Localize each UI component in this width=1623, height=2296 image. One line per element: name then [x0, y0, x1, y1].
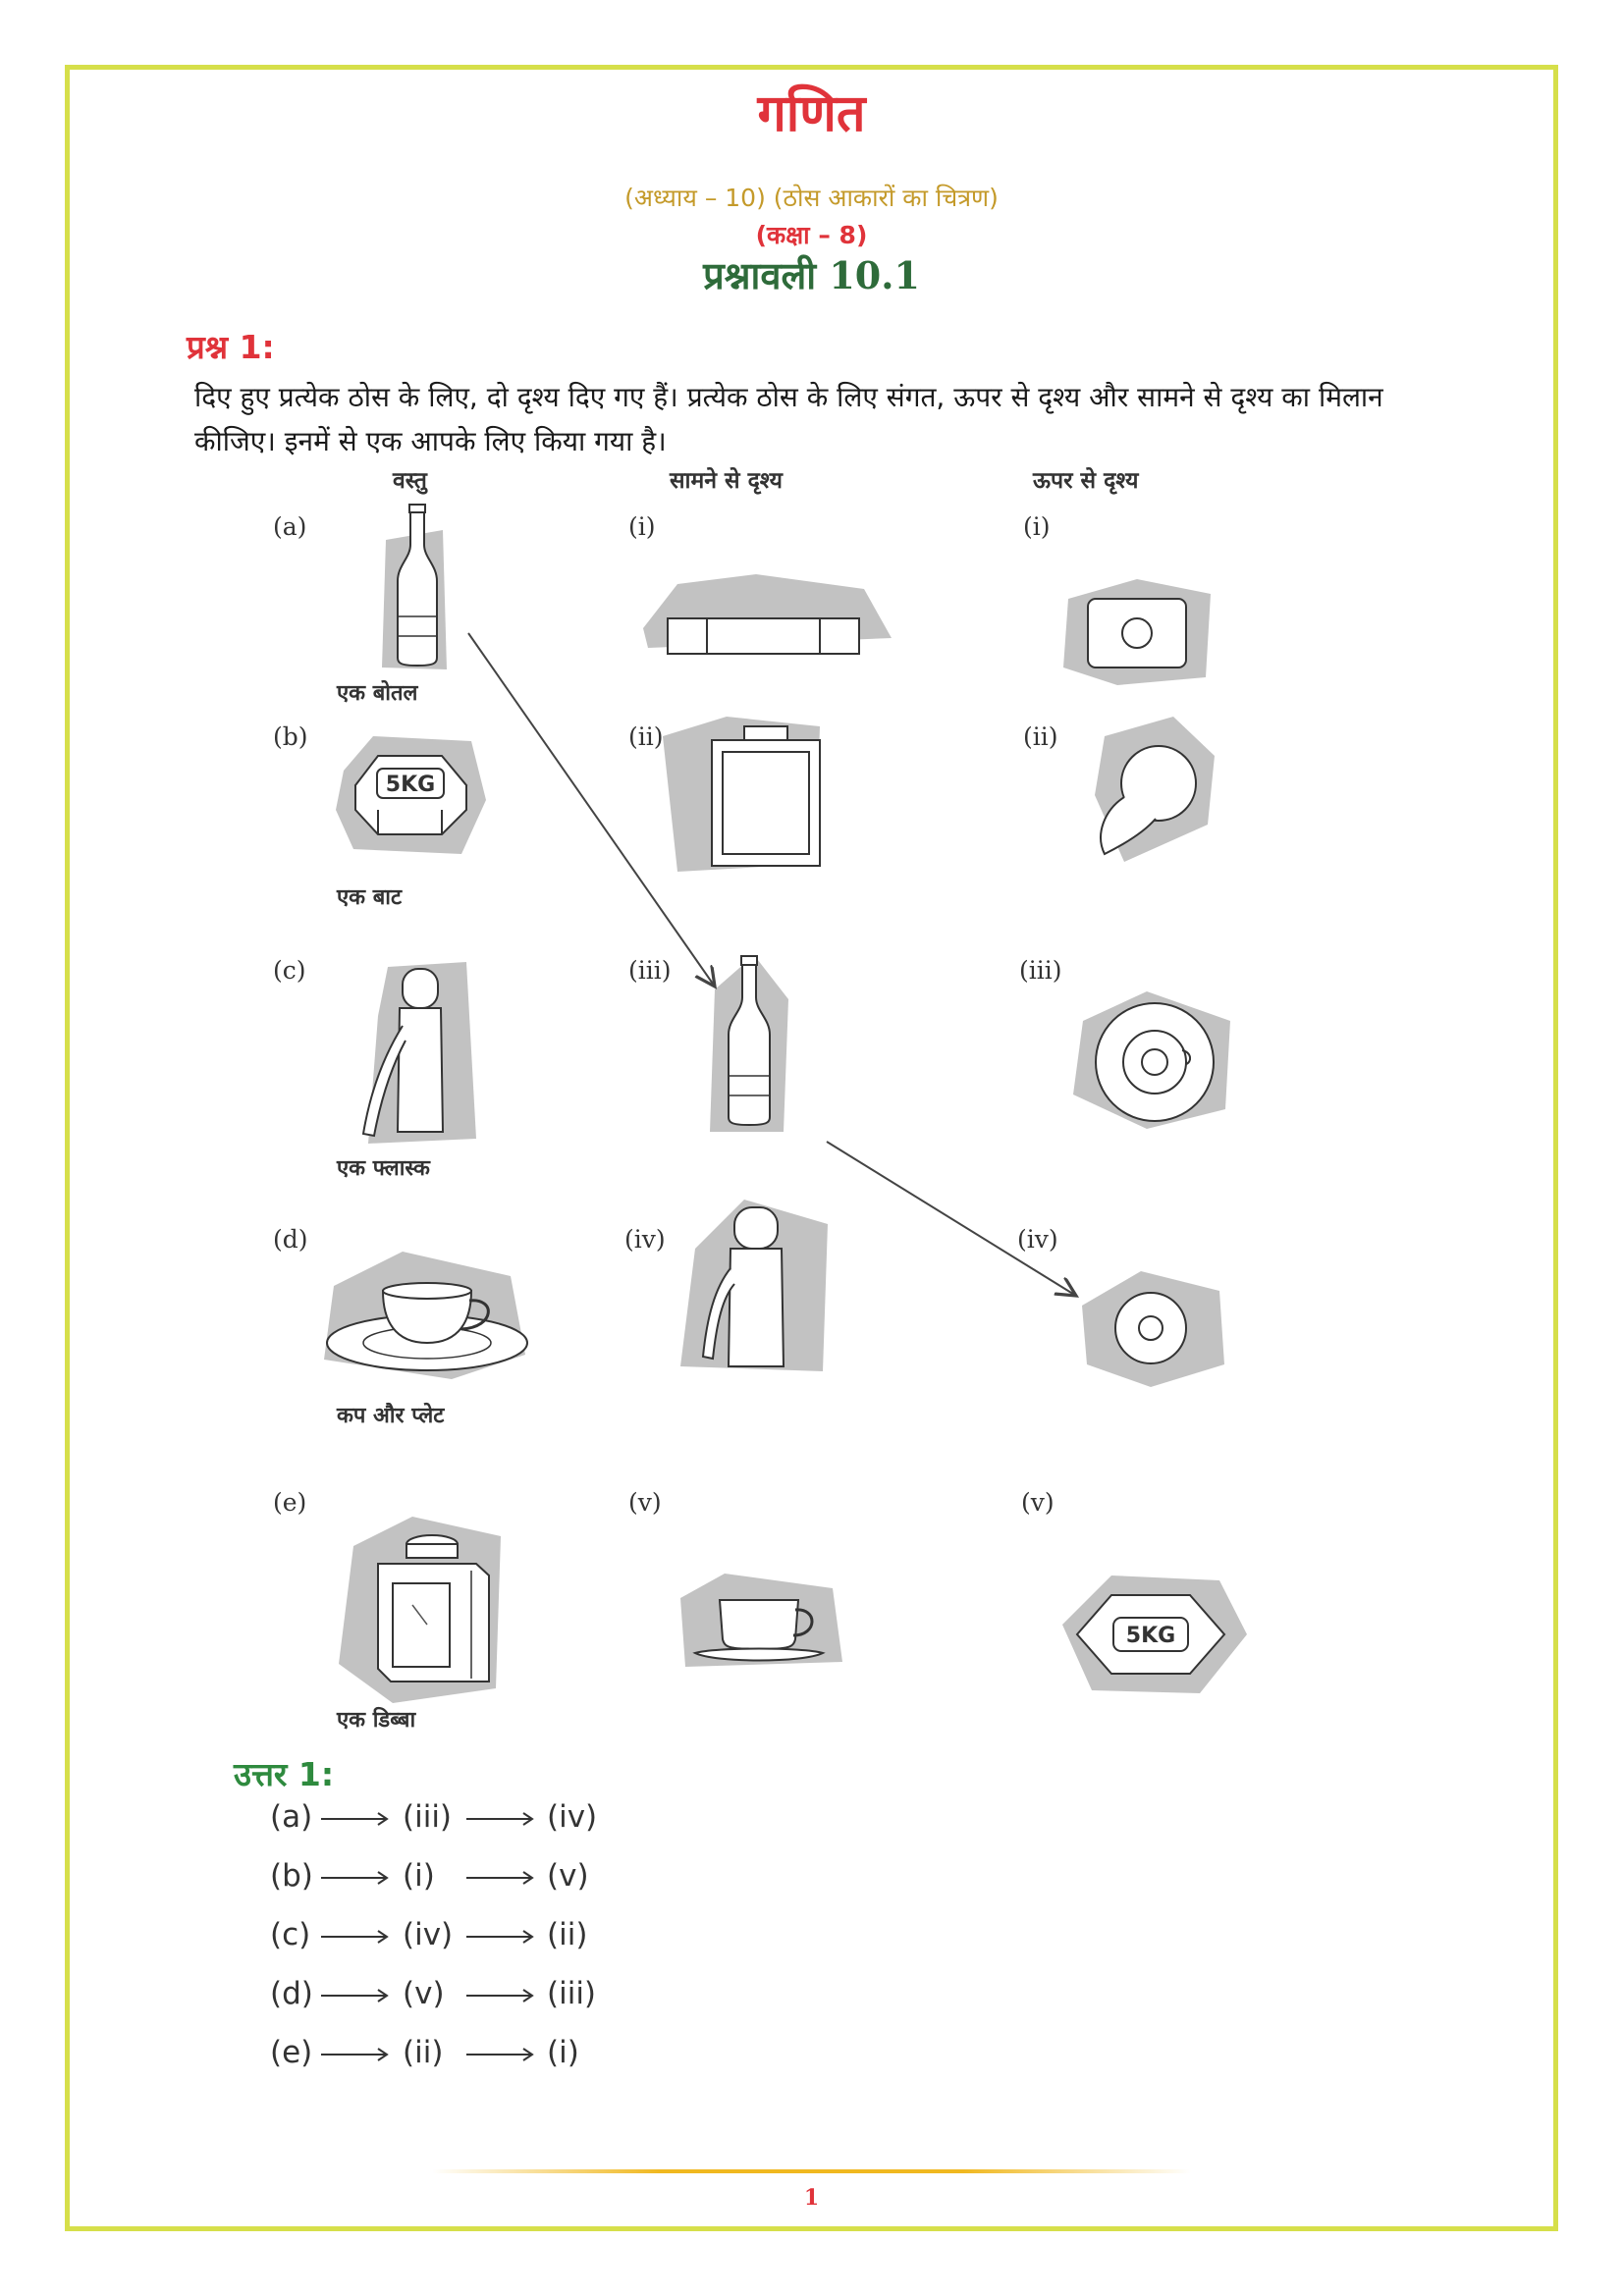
answer-top-view: (v)	[547, 1858, 589, 1894]
column-heading-top-view: ऊपर से दृश्य	[1033, 468, 1139, 494]
weight-stamp-text: 5KG	[385, 773, 436, 797]
answer-top-view: (iii)	[547, 1976, 597, 2011]
exercise-heading: प्रश्नावली 10.1	[703, 253, 920, 297]
answer-front-view: (iii)	[403, 1799, 453, 1835]
arrow-icon	[466, 1984, 535, 2007]
top-label-iv: (iv)	[1017, 1225, 1058, 1254]
answer-front-view: (v)	[403, 1976, 445, 2011]
front-label-i: (i)	[628, 512, 656, 541]
chapter-line: (अध्याय – 10) (ठोस आकारों का चित्रण)	[624, 184, 999, 212]
arrow-object-to-front	[468, 633, 715, 987]
caption-flask: एक फ्लास्क	[337, 1156, 430, 1181]
answer-top-view: (iv)	[547, 1799, 598, 1835]
front-label-v: (v)	[628, 1488, 662, 1517]
question-text: दिए हुए प्रत्येक ठोस के लिए, दो दृश्य दिए गए हैं। प्रत्येक ठोस के लिए संगत, ऊपर से दृश्य और सामने से दृश्य का मिलान कीजिए। इनमें से एक आपके लिए किया गया है।	[194, 381, 1383, 457]
top-label-v: (v)	[1021, 1488, 1055, 1517]
page-title: गणित	[757, 84, 866, 143]
arrow-icon	[321, 2043, 390, 2066]
top-view-weight-stamp: 5KG	[1125, 1624, 1176, 1648]
front-label-iv: (iv)	[624, 1225, 666, 1254]
object-label-a: (a)	[273, 512, 307, 541]
answer-front-view: (ii)	[403, 2035, 444, 2070]
column-heading-front-view: सामने से दृश्य	[670, 468, 783, 494]
answer-front-view: (i)	[403, 1858, 435, 1894]
arrow-icon	[321, 1807, 390, 1831]
arrow-icon	[321, 1866, 390, 1890]
answer-front-view: (iv)	[403, 1917, 454, 1952]
column-heading-object: वस्तु	[393, 468, 427, 494]
front-label-ii: (ii)	[628, 722, 664, 751]
arrow-icon	[321, 1984, 390, 2007]
answer-object: (b)	[270, 1858, 313, 1894]
class-line: (कक्षा – 8)	[755, 221, 868, 249]
object-label-c: (c)	[273, 956, 306, 985]
answer-top-view: (i)	[547, 2035, 579, 2070]
object-label-e: (e)	[273, 1488, 307, 1517]
caption-cup-plate: कप और प्लेट	[337, 1404, 445, 1428]
answer-object: (a)	[270, 1799, 313, 1835]
arrow-icon	[466, 1807, 535, 1831]
arrow-icon	[466, 2043, 535, 2066]
front-label-iii: (iii)	[628, 956, 672, 985]
object-label-b: (b)	[273, 722, 308, 751]
answer-object: (d)	[270, 1976, 313, 2011]
answer-top-view: (ii)	[547, 1917, 588, 1952]
question-label: प्रश्न 1:	[187, 328, 275, 366]
footer-divider	[432, 2169, 1191, 2173]
answer-object: (e)	[270, 2035, 313, 2070]
top-label-i: (i)	[1023, 512, 1051, 541]
top-label-iii: (iii)	[1019, 956, 1062, 985]
page-number: 1	[803, 2185, 820, 2211]
arrow-front-to-top	[827, 1142, 1076, 1296]
arrow-icon	[321, 1925, 390, 1949]
caption-bottle: एक बोतल	[337, 681, 418, 706]
caption-box: एक डिब्बा	[337, 1708, 416, 1733]
caption-weight: एक बाट	[337, 885, 403, 910]
answer-label: उत्तर 1:	[234, 1755, 335, 1793]
arrow-icon	[466, 1925, 535, 1949]
top-label-ii: (ii)	[1023, 722, 1058, 751]
object-label-d: (d)	[273, 1225, 308, 1254]
arrow-icon	[466, 1866, 535, 1890]
answer-object: (c)	[270, 1917, 311, 1952]
